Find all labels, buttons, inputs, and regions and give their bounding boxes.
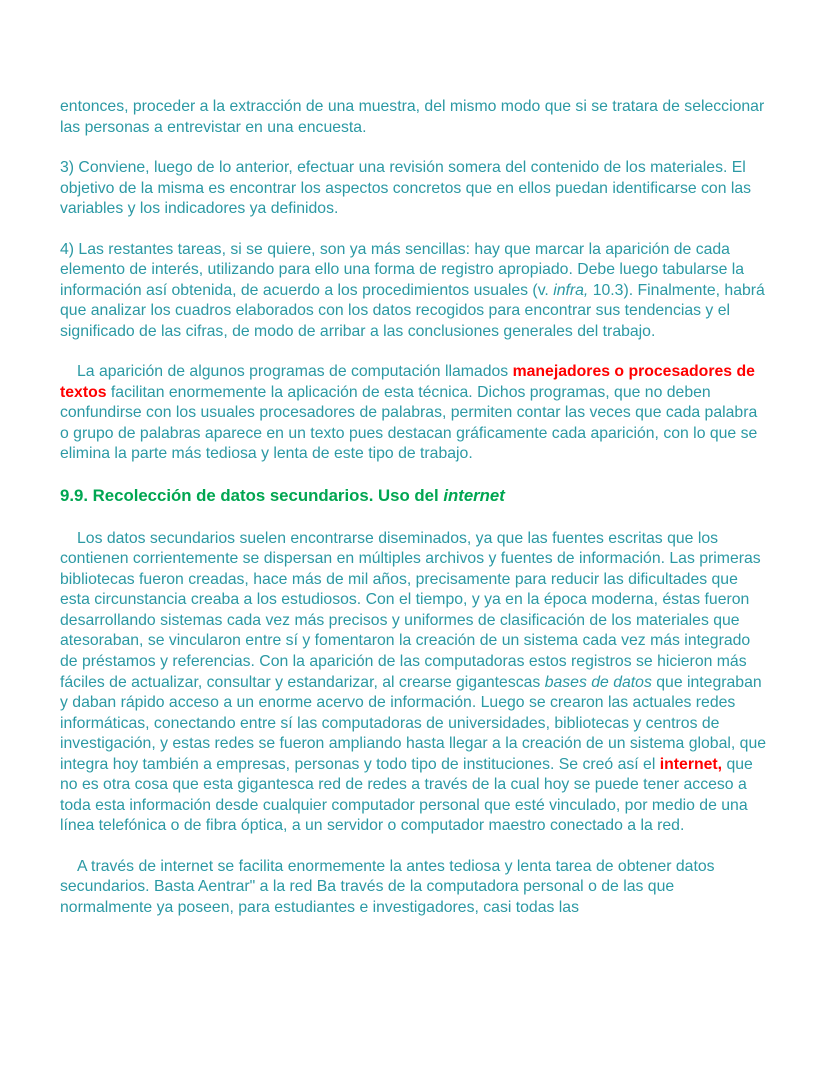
text-run: 4) Las restantes tareas, si se quiere, son ya más sencillas: hay que marcar la aparición de cada elemento de interés, utilizando para ello una forma de registro apropiado. Debe luego tabularse la información así obtenida, de acuerdo a los procedimientos usuales (v.	[60, 240, 745, 299]
text-run: 3) Conviene, luego de lo anterior, efectuar una revisión somera del contenido de los materiales. El objetivo de la misma es encontrar los aspectos concretos que en ellos puedan identificarse con las variables y los indicadores ya definidos.	[60, 159, 752, 218]
document-content	[60, 97, 768, 918]
highlighted-text: manejadores o procesadores de textos	[60, 363, 755, 401]
text-run: facilitan enormemente la aplicación de esta técnica. Dichos programas, que no deben confundirse con los usuales procesadores de palabras, permiten contar las veces que cada palabra o grupo de palabras aparece en un texto pues destacan gráficamente cada aparición, con lo que se elimina la parte más tediosa y lenta de este tipo de trabajo.	[60, 383, 758, 463]
text-run: internet	[443, 485, 505, 505]
text-run: entonces, proceder a la extracción de una muestra, del mismo modo que si se tratara de seleccionar las personas a entrevistar en una encuesta.	[60, 98, 765, 136]
paragraph	[60, 857, 768, 919]
section-heading	[60, 485, 768, 507]
text-run: infra,	[553, 281, 589, 299]
paragraph	[60, 158, 768, 220]
paragraph	[60, 240, 768, 343]
text-run: que integraban y daban rápido acceso a un enorme acervo de información. Luego se crearon las actuales redes informáticas, conectando entre sí las computadoras de universidades, bibliotecas y centros de investigación, y estas redes se fueron ampliando hasta llegar a la creación de un sistema global, que integra hoy también a empresas, personas y todo tipo de instituciones. Se creó así el	[60, 673, 767, 773]
text-run: bases de datos	[544, 673, 652, 691]
text-run: 10.3). Finalmente, habrá que analizar los cuadros elaborados con los datos recogidos para encontrar sus tendencias y el significado de las cifras, de modo de arribar a las conclusiones generales del trabajo.	[60, 281, 765, 340]
paragraph	[60, 362, 768, 465]
highlighted-text: internet,	[659, 755, 723, 773]
text-run: 9.9. Recolección de datos secundarios. Uso del	[60, 485, 444, 505]
text-run: Los datos secundarios suelen encontrarse diseminados, ya que las fuentes escritas que los contienen corrientemente se dispersan en múltiples archivos y fuentes de información. Las primeras bibliotecas fueron creadas, hace más de mil años, precisamente para reducir las dificultades que esta circunstancia creaba a los estudiosos. Con el tiempo, y ya en la época moderna, éstas fueron desarrollando sistemas cada vez más precisos y uniformes de clasificación de los materiales que atesoraban, se vincularon entre sí y fomentaron la creación de un sistema cada vez más integrado de préstamos y referencias. Con la aparición de las computadoras estos registros se hicieron más fáciles de actualizar, consultar y estandarizar, al crearse gigantescas	[60, 529, 761, 691]
text-run: A través de internet se facilita enormemente la antes tediosa y lenta tarea de obtener datos secundarios. Basta Aentrar" a la red Ba través de la computadora personal o de las que normalmente ya poseen, para estudiantes e investigadores, casi todas las	[60, 857, 715, 916]
paragraph	[60, 97, 768, 138]
text-run: La aparición de algunos programas de computación llamados	[77, 363, 513, 381]
paragraph	[60, 529, 768, 837]
text-run: que no es otra cosa que esta gigantesca red de redes a través de la cual hoy se puede tener acceso a toda esta información desde cualquier computador personal que esté vinculado, por medio de una línea telefónica o de fibra óptica, a un servidor o computador maestro conectado a la red.	[60, 755, 753, 835]
